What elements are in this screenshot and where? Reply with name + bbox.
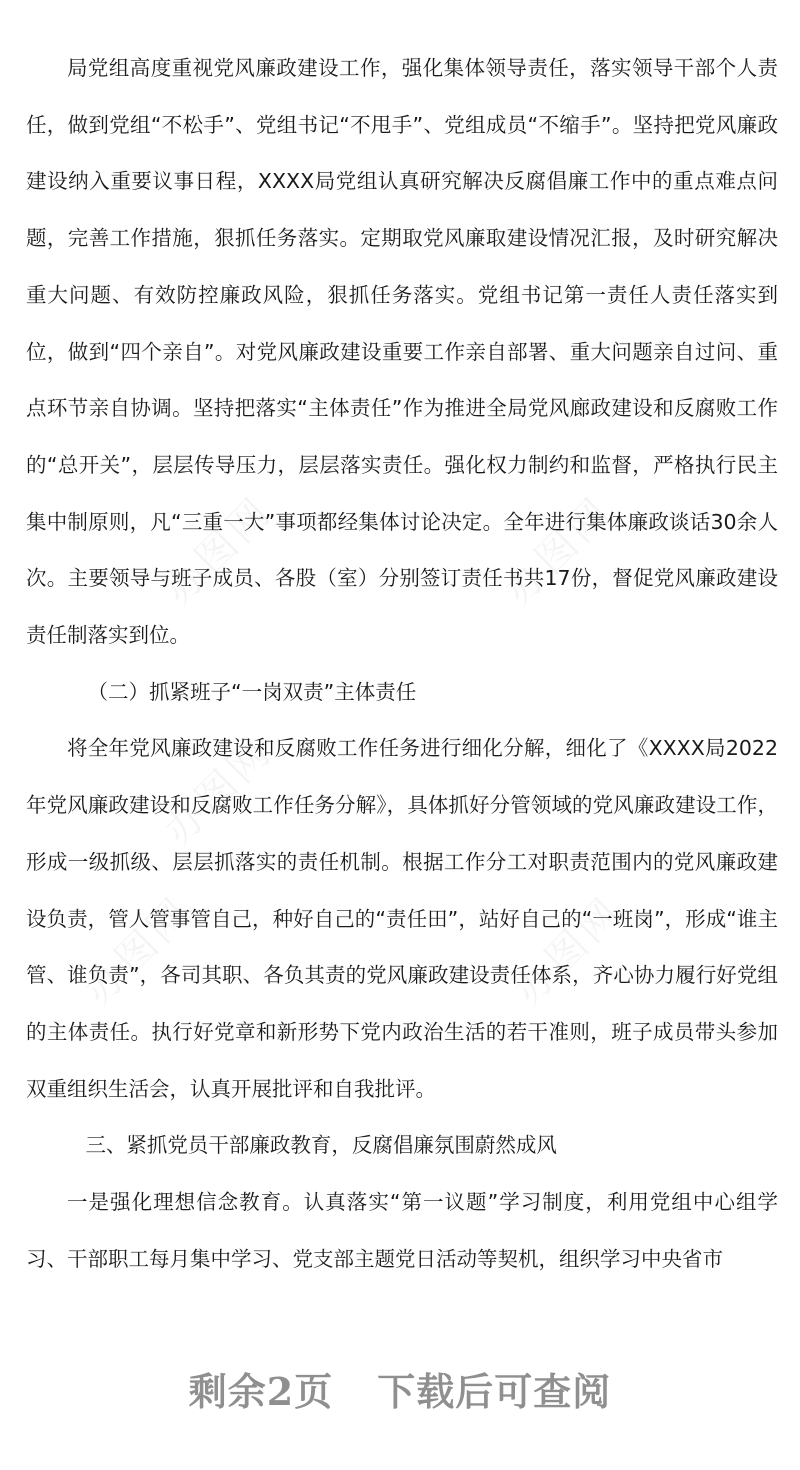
body-paragraph: 一是强化理想信念教育。认真落实“第一议题”学习制度，利用党组中心组学习、干部职工每月集中学习、党支部主题党日活动等契机，组织学习中央省市 (26, 1190, 778, 1271)
section-heading: 三、紧抓党员干部廉政教育，反腐倡廉氛围蔚然成风 (85, 1133, 557, 1158)
body-paragraph: 将全年党风廉政建设和反腐败工作任务进行细化分解，细化了《XXXX局2022年党风廉政建设和反腐败工作任务分解》，具体抓好分管领域的党风廉政建设工作，形成一级抓级、层层抓落实的责任机制。根据工作分工对职责范围内的党风廉政建设负责，管人管事管自己，种好自己的“责任田”，站好自己的“一班岗”，形成“谁主管、谁负责”，各司其职、各负其责的党风廉政建设责任体系，齐心协力履行好党组的主体责任。执行好党章和新形势下党内政治生活的若干准则，班子成员带头参加双重组织生活会，认真开展批评和自我批评。 (26, 736, 778, 1101)
download-to-view-text: 下载后可查阅 (377, 1369, 612, 1414)
section-heading: （二）抓紧班子“一岗双责”主体责任 (87, 679, 417, 704)
body-paragraph: 局党组高度重视党风廉政建设工作，强化集体领导责任，落实领导干部个人责任，做到党组“不松手”、党组书记“不甩手”、党组成员“不缩手”。坚持把党风廉政建设纳入重要议事日程，XXXX局党组认真研究解决反腐倡廉工作中的重点难点问题，完善工作措施，狠抓任务落实。定期取党风廉取建设情况汇报，及时研究解决重大问题、有效防控廉政风险，狠抓任务落实。党组书记第一责任人责任落实到位，做到“四个亲自”。对党风廉政建设重要工作亲自部署、重大问题亲自过问、重点环节亲自协调。坚持把落实“主体责任”作为推进全局党风廊政建设和反腐败工作的“总开关”，层层传导压力，层层落实责任。强化权力制约和监督，严格执行民主集中制原则，凡“三重一大”事项都经集体讨论决定。全年进行集体廉政谈话30余人次。主要领导与班子成员、各股（室）分别签订责任书共17份，督促党风廉政建设责任制落实到位。 (26, 56, 778, 648)
download-banner[interactable] (0, 1362, 800, 1422)
remaining-pages-text: 剩余2页 (188, 1369, 334, 1414)
document-body (26, 40, 778, 1287)
